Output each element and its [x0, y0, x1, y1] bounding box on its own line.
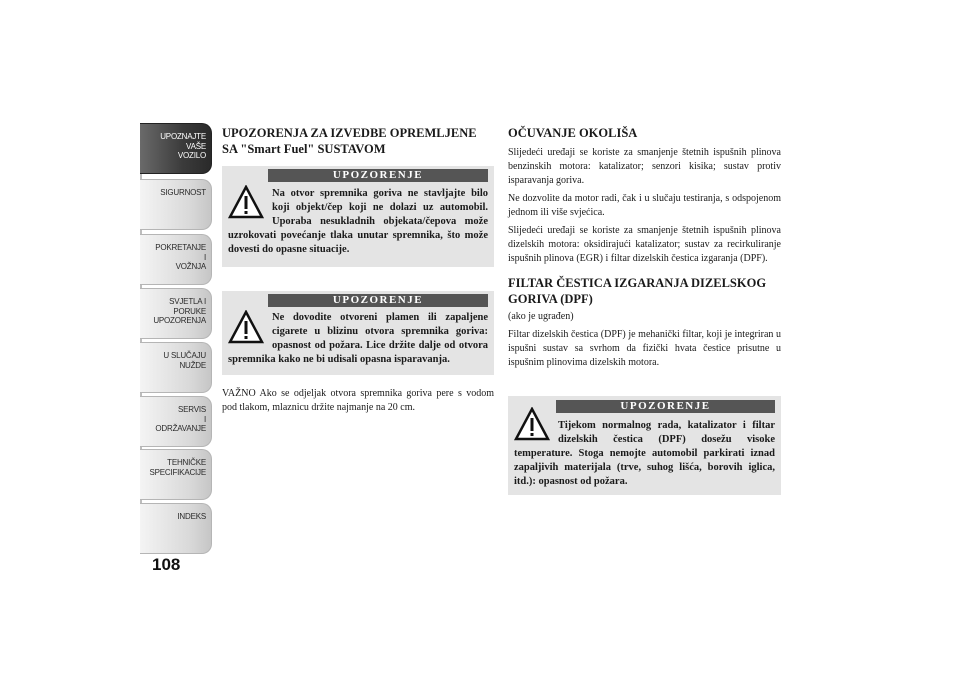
warning-text: Na otvor spremnika goriva ne stavljajte bilo koji objekt/čep koji ne dolazi uz automobil. Uporaba nesukladnih objekata/čepova može uzrokovati povećanje tlaka unutar spremnika, što može dovesti do opasne situacije.	[228, 188, 488, 255]
tab-sigurnost[interactable]: SIGURNOST	[140, 179, 212, 230]
paragraph: (ako je ugrađen)	[508, 311, 574, 322]
page-number: 108	[152, 555, 181, 574]
warning-title: UPOZORENJE	[268, 169, 488, 182]
warning-box-2	[222, 291, 494, 375]
tab-tehnicke-specifikacije[interactable]: TEHNIČKE SPECIFIKACIJE	[140, 449, 212, 500]
washing-note: VAŽNO Ako se odjeljak otvora spremnika goriva pere s vodom pod tlakom, mlaznicu držite najmanje na 20 cm.	[222, 388, 494, 413]
warning-title: UPOZORENJE	[268, 294, 488, 307]
tab-indeks[interactable]: INDEKS	[140, 503, 212, 554]
right-column	[508, 125, 781, 495]
warning-title: UPOZORENJE	[556, 400, 775, 413]
paragraph: Ne dozvolite da motor radi, čak i u slučaju testiranja, s odspojenom jednom ili više svjećica.	[508, 193, 781, 218]
tab-svjetla-i-poruke[interactable]: SVJETLA I PORUKE UPOZORENJA	[140, 288, 212, 339]
tab-pokretanje-i-voznja[interactable]: POKRETANJE I VOŽNJA	[140, 234, 212, 285]
warning-triangle-icon	[514, 407, 550, 441]
paragraph: Filtar dizelskih čestica (DPF) je mehanički filtar, koji je integriran u ispušni sustav sa svrhom da fizički hvata čestice prisutne u ispušnim plinovima dizelskih motora.	[508, 329, 781, 368]
paragraph: Slijedeći uređaji se koriste za smanjenje štetnih ispušnih plinova benzinskih motora: katalizator; senzori kisika; sustav protiv isparavanja goriva.	[508, 147, 781, 186]
environment-heading: OČUVANJE OKOLIŠA	[508, 126, 638, 140]
tab-u-slucaju-nuzde[interactable]: U SLUČAJU NUŽDE	[140, 342, 212, 393]
warning-text: Ne dovodite otvoreni plamen ili zapaljene cigarete u blizinu otvora spremnika goriva: opasnost od požara. Lice držite dalje od otvora spremnika kako ne bi udisali opasna isparavanja.	[228, 312, 488, 365]
warning-text: Tijekom normalnog rada, katalizator i filtar dizelskih čestica (DPF) dosežu visoke temperature. Stoga nemojte automobil parkirati iznad zapaljivih materijala (trve, suhog lišća, borovih iglica, itd.): opasnost od požara.	[514, 420, 775, 487]
paragraph: Slijedeći uređaji se koriste za smanjenje štetnih ispušnih plinova dizelskih motora: oksidirajući katalizator; sustav za recirkuliranje ispušnih plinova (EGR) i filtar dizelskih čestica izgaranja (DPF).	[508, 225, 781, 264]
warning-triangle-icon	[228, 185, 264, 219]
smart-fuel-heading: UPOZORENJA ZA IZVEDBE OPREMLJENE SA "Smart Fuel" SUSTAVOM	[222, 126, 477, 156]
warning-triangle-icon	[228, 310, 264, 344]
tab-servis-i-odrzavanje[interactable]: SERVIS I ODRŽAVANJE	[140, 396, 212, 447]
dpf-heading: FILTAR ČESTICA IZGARANJA DIZELSKOG GORIVA (DPF)	[508, 276, 767, 306]
left-column	[222, 125, 494, 415]
warning-box-1	[222, 166, 494, 267]
warning-box-3	[508, 396, 781, 495]
tab-upoznajte-vase-vozilo[interactable]: UPOZNAJTE VAŠE VOZILO	[140, 123, 212, 174]
